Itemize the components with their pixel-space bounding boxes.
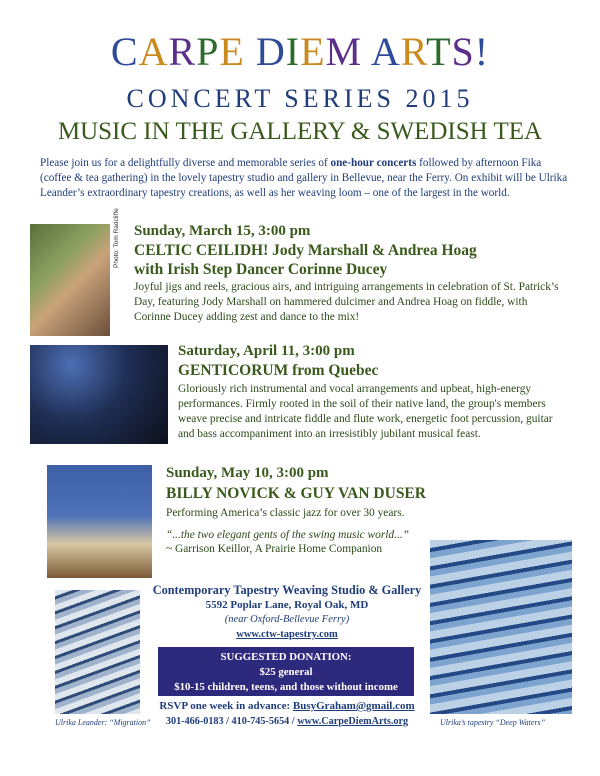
event-3-title: BILLY NOVICK & GUY VAN DUSER (166, 485, 426, 502)
genticorum-photo (30, 345, 168, 444)
intro-bold-text: one-hour concerts (330, 157, 417, 169)
title-letter: D (255, 29, 286, 74)
title-letter (362, 29, 371, 74)
event-3-description: Performing America’s classic jazz for over 30 years. (166, 507, 405, 519)
gallery-location-note: (near Oxford-Bellevue Ferry) (224, 614, 350, 625)
title-letter: A (138, 29, 169, 74)
contact-phones: 301-466-0183 / 410-745-5654 / (165, 716, 298, 727)
title-letter (245, 29, 256, 74)
event-1-description: Joyful jigs and reels, gracious airs, and intriguing arrangements in celebration of St. Patrick’s Day, featuring Jody Marshall on hammered dulcimer and Andrea Hoag on fiddle, with Corinne Ducey adding zest and dance to the mix! (134, 281, 559, 323)
concert-series-heading: CONCERT SERIES 2015 (126, 84, 474, 113)
rsvp-email-link[interactable]: BusyGraham@gmail.com (292, 700, 415, 712)
title-letter: E (219, 29, 245, 74)
event-1-date: Sunday, March 15, 3:00 pm (134, 223, 311, 239)
donation-general: $25 general (259, 666, 313, 678)
event-2-date: Saturday, April 11, 3:00 pm (178, 343, 355, 359)
intro-text-start: Please join us for a delightfully diverse and memorable series of (40, 157, 331, 169)
donation-box (158, 647, 414, 696)
intro-paragraph (40, 156, 568, 201)
event-3-quote: “...the two elegant gents of the swing music world...” (166, 529, 410, 541)
migration-tapestry-image (55, 590, 140, 714)
title-letter: R (400, 29, 427, 74)
caption-right: Ulrika’s tapestry “Deep Waters” (440, 718, 546, 727)
event-3-quote-source: ~ Garrison Keillor, A Prairie Home Companion (166, 543, 383, 555)
rsvp-label: RSVP one week in advance: (159, 700, 293, 712)
photo-credit: Photo: Tom Radcliffe (113, 208, 120, 268)
event-2-description: Gloriously rich instrumental and vocal arrangements and upbeat, high-energy performances. Firmly rooted in the soil of their native land, the group's members weave precise and intricate fiddle and flute work, energetic foot percussion, guitar and bass accompaniment into an irresistibly jubilant musical feast. (178, 383, 553, 440)
contact-line (152, 714, 422, 729)
page-title (0, 30, 600, 74)
gallery-info (152, 582, 422, 642)
gallery-address: 5592 Poplar Lane, Royal Oak, MD (205, 599, 369, 611)
title-letter: A (370, 29, 401, 74)
title-letter: S (451, 29, 475, 74)
event-3-date: Sunday, May 10, 3:00 pm (166, 465, 329, 481)
donation-heading: SUGGESTED DONATION: (220, 651, 352, 663)
intro-text-end: followed by afternoon Fika (coffee & tea gathering) in the lovely tapestry studio and gallery in Bellevue, near the Ferry. On exhibit will be Ulrika Leander’s extraordinary tapestry creations, as well as her weaving loom – one of the largest in the world. (40, 157, 568, 199)
series-subheading: MUSIC IN THE GALLERY & SWEDISH TEA (57, 118, 543, 145)
title-letter: P (196, 29, 220, 74)
title-letter: R (168, 29, 197, 74)
event-1-title: CELTIC CEILIDH! Jody Marshall & Andrea Hoag (134, 242, 477, 259)
title-letter: C (110, 29, 139, 74)
celtic-ceilidh-photo (30, 224, 110, 336)
donation-reduced: $10-15 children, teens, and those without income (174, 681, 398, 693)
gallery-name: Contemporary Tapestry Weaving Studio & Gallery (152, 583, 422, 597)
event-1-subtitle: with Irish Step Dancer Corinne Ducey (134, 261, 388, 278)
gallery-website-link[interactable]: www.ctw-tapestry.com (236, 629, 338, 640)
title-letter: ! (474, 29, 490, 74)
title-letter: M (325, 29, 363, 74)
rsvp-line (152, 699, 422, 714)
event-2-title: GENTICORUM from Quebec (178, 362, 379, 379)
title-letter: E (300, 29, 326, 74)
carpe-diem-website-link[interactable]: www.CarpeDiemArts.org (297, 716, 409, 727)
caption-left: Ulrika Leander: “Migration” (55, 718, 151, 727)
title-letter: T (426, 29, 452, 74)
title-letter: I (285, 29, 301, 74)
deep-waters-tapestry-image (430, 540, 572, 714)
novick-van-duser-photo (47, 465, 152, 578)
